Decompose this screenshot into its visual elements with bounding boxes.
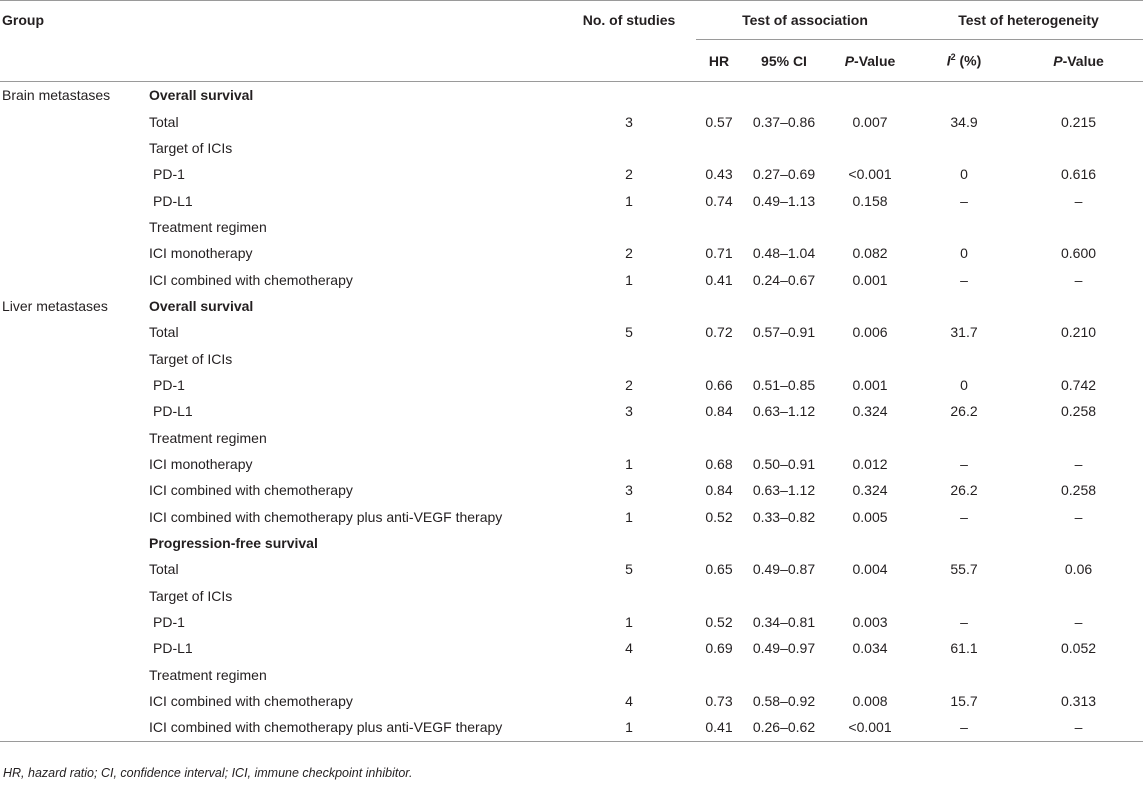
studies-cell: 1 <box>562 714 696 741</box>
hr-cell <box>696 135 742 161</box>
i2-cell <box>914 293 1014 319</box>
ci-cell: 0.63–1.12 <box>752 403 816 420</box>
hr-cell: 0.72 <box>705 324 733 341</box>
label-cell: Total <box>149 324 179 341</box>
p-value-cell <box>826 530 914 556</box>
ci-cell: 0.37–0.86 <box>752 113 816 130</box>
studies-cell: 3 <box>625 113 633 130</box>
ci-cell <box>742 135 826 161</box>
het-p-value-cell: – <box>1074 508 1083 525</box>
i2-cell <box>914 583 1014 609</box>
table-row <box>0 688 1143 714</box>
studies-cell: 1 <box>625 271 633 288</box>
table-footnote: HR, hazard ratio; CI, confidence interval; ICI, immune checkpoint inhibitor. <box>3 766 413 780</box>
association-header: Test of association <box>696 1 914 40</box>
studies-header: No. of studies <box>562 1 696 40</box>
i2-cell: 26.2 <box>950 482 978 499</box>
het-p-value-cell <box>1014 293 1143 319</box>
hr-cell: 0.43 <box>705 166 733 183</box>
hr-cell: 0.69 <box>705 640 733 657</box>
ci-cell: 0.48–1.04 <box>752 245 816 262</box>
het-p-value-cell: 0.06 <box>1064 561 1093 578</box>
i2-cell <box>914 135 1014 161</box>
table-row <box>0 714 1143 741</box>
hr-cell: 0.74 <box>705 192 733 209</box>
p-value-cell: 0.034 <box>852 640 888 657</box>
hr-cell: 0.73 <box>705 693 733 710</box>
group-cell <box>0 266 149 292</box>
label-cell: Total <box>149 113 179 130</box>
i2-cell: 0 <box>960 245 968 262</box>
p-value-cell: 0.001 <box>852 376 888 393</box>
p-value-cell <box>826 662 914 688</box>
group-cell: Liver metastases <box>2 297 108 314</box>
hr-cell <box>696 530 742 556</box>
hr-cell: 0.41 <box>696 714 742 741</box>
ci-cell <box>742 530 826 556</box>
het-p-value-cell: 0.258 <box>1061 403 1097 420</box>
het-p-value-cell <box>1014 583 1143 609</box>
i2-cell: – <box>914 714 1014 741</box>
het-p-value-cell <box>1014 530 1143 556</box>
i2-cell: 0 <box>960 376 968 393</box>
table-row <box>0 662 1143 688</box>
label-cell: ICI combined with chemotherapy <box>149 271 353 288</box>
p-value-cell <box>826 82 914 109</box>
label-cell: ICI combined with chemotherapy plus anti-VEGF therapy <box>149 508 503 525</box>
group-cell <box>0 451 149 477</box>
group-cell <box>0 635 149 661</box>
i2-cell <box>914 530 1014 556</box>
het-p-value-cell: 0.258 <box>1061 482 1097 499</box>
group-cell <box>0 662 149 688</box>
het-p-value-cell <box>1014 345 1143 371</box>
het-p-value-cell: – <box>1074 271 1083 288</box>
studies-cell: 4 <box>625 640 633 657</box>
group-cell <box>0 108 149 134</box>
table-row <box>0 398 1143 424</box>
studies-cell: 1 <box>625 508 633 525</box>
i2-cell: – <box>960 192 968 209</box>
group-cell <box>0 187 149 213</box>
studies-cell <box>562 214 696 240</box>
ci-cell: 0.27–0.69 <box>752 166 816 183</box>
p-value-cell: 0.008 <box>852 693 888 710</box>
het-p-value-cell: 0.313 <box>1061 693 1097 710</box>
ci-cell <box>742 345 826 371</box>
studies-cell: 5 <box>625 324 633 341</box>
studies-cell <box>562 424 696 450</box>
label-cell: Target of ICIs <box>149 139 233 156</box>
studies-cell: 3 <box>625 403 633 420</box>
table-row <box>0 556 1143 582</box>
group-cell <box>0 398 149 424</box>
het-p-value-cell <box>1014 424 1143 450</box>
studies-cell: 1 <box>625 455 633 472</box>
i2-header: $I^2$ (%) <box>914 40 1014 82</box>
p-value-cell: 0.001 <box>852 271 888 288</box>
hr-cell <box>696 345 742 371</box>
studies-cell <box>562 583 696 609</box>
i2-cell: 34.9 <box>950 113 978 130</box>
p-value-cell: 0.324 <box>852 403 888 420</box>
het-p-value-cell: – <box>1074 455 1083 472</box>
i2-cell: 31.7 <box>950 324 978 341</box>
table-row <box>0 372 1143 398</box>
table-row <box>0 583 1143 609</box>
label-cell: Overall survival <box>149 297 254 314</box>
hr-cell <box>696 82 742 109</box>
label-cell: PD-L1 <box>153 640 193 657</box>
header-row-1 <box>0 1 1143 40</box>
i2-cell: – <box>960 614 968 631</box>
het-p-value-cell: – <box>1074 614 1083 631</box>
ci-cell <box>742 214 826 240</box>
label-cell: ICI monotherapy <box>149 455 253 472</box>
group-cell <box>0 161 149 187</box>
table-row <box>0 82 1143 109</box>
studies-cell <box>562 293 696 319</box>
table-row <box>0 635 1143 661</box>
het-p-value-cell: – <box>1014 714 1143 741</box>
ci-cell: 0.49–0.97 <box>752 640 816 657</box>
i2-cell: 61.1 <box>950 640 978 657</box>
p-value-cell: <0.001 <box>826 714 914 741</box>
group-cell <box>0 556 149 582</box>
studies-cell: 1 <box>625 192 633 209</box>
hr-cell: 0.41 <box>705 271 733 288</box>
ci-cell: 0.33–0.82 <box>752 508 816 525</box>
table-row <box>0 240 1143 266</box>
studies-cell <box>562 345 696 371</box>
p-value-cell <box>826 424 914 450</box>
label-cell: Treatment regimen <box>149 429 267 446</box>
p-value-cell <box>826 214 914 240</box>
table-row <box>0 504 1143 530</box>
table-row <box>0 187 1143 213</box>
hr-cell <box>696 293 742 319</box>
group-header: Group <box>0 1 149 40</box>
i2-cell: 15.7 <box>950 693 978 710</box>
ci-cell <box>742 662 826 688</box>
group-cell <box>0 530 149 556</box>
label-cell: PD-L1 <box>153 403 193 420</box>
studies-cell: 2 <box>625 245 633 262</box>
ci-cell: 0.50–0.91 <box>752 455 816 472</box>
het-p-value-cell: 0.052 <box>1061 640 1097 657</box>
studies-cell <box>562 135 696 161</box>
label-cell: ICI combined with chemotherapy <box>149 482 353 499</box>
label-cell: Target of ICIs <box>149 587 233 604</box>
p-value-cell: 0.004 <box>852 561 888 578</box>
studies-cell: 2 <box>625 376 633 393</box>
p-value-cell <box>826 345 914 371</box>
ci-cell <box>742 424 826 450</box>
studies-cell: 1 <box>625 614 633 631</box>
ci-cell: 0.49–1.13 <box>752 192 816 209</box>
p-value-cell: 0.003 <box>852 614 888 631</box>
group-cell <box>0 583 149 609</box>
p-value-cell: 0.012 <box>852 455 888 472</box>
p-value-cell <box>826 135 914 161</box>
studies-cell <box>562 662 696 688</box>
het-p-value-cell: 0.742 <box>1061 376 1097 393</box>
studies-cell: 4 <box>625 693 633 710</box>
het-p-value-cell: 0.215 <box>1061 113 1097 130</box>
p-value-cell: <0.001 <box>848 166 892 183</box>
table-row <box>0 161 1143 187</box>
table-row <box>0 214 1143 240</box>
group-cell <box>0 424 149 450</box>
i2-cell: – <box>960 271 968 288</box>
table-row <box>0 293 1143 319</box>
het-p-value-cell: 0.616 <box>1061 166 1097 183</box>
group-cell <box>0 214 149 240</box>
het-p-value-cell <box>1014 135 1143 161</box>
label-cell: Total <box>149 561 179 578</box>
table-row <box>0 319 1143 345</box>
table-row <box>0 424 1143 450</box>
i2-cell <box>914 424 1014 450</box>
het-p-value-cell <box>1014 82 1143 109</box>
hr-cell <box>696 214 742 240</box>
table-row <box>0 530 1143 556</box>
studies-cell: 2 <box>625 166 633 183</box>
p-value-header: P-Value <box>826 40 914 82</box>
p-value-cell: 0.007 <box>852 113 888 130</box>
i2-cell: 55.7 <box>950 561 978 578</box>
ci-cell: 0.58–0.92 <box>752 693 816 710</box>
hr-cell <box>696 662 742 688</box>
hr-cell: 0.84 <box>705 482 733 499</box>
studies-cell <box>562 82 696 109</box>
p-value-cell: 0.006 <box>852 324 888 341</box>
ci-cell <box>742 293 826 319</box>
ci-cell <box>742 82 826 109</box>
ci-cell: 0.49–0.87 <box>752 561 816 578</box>
p-value-cell: 0.158 <box>852 192 888 209</box>
het-p-value-cell: 0.600 <box>1061 245 1097 262</box>
hr-cell: 0.52 <box>705 508 733 525</box>
group-cell <box>0 345 149 371</box>
i2-cell: – <box>960 508 968 525</box>
hr-cell: 0.66 <box>705 376 733 393</box>
group-cell: Brain metastases <box>2 87 111 104</box>
hr-cell: 0.57 <box>705 113 733 130</box>
label-cell: Overall survival <box>149 87 254 104</box>
ci-cell: 0.63–1.12 <box>752 482 816 499</box>
het-p-value-cell: 0.210 <box>1061 324 1097 341</box>
het-p-value-cell: – <box>1074 192 1083 209</box>
group-cell <box>0 714 149 741</box>
group-cell <box>0 609 149 635</box>
table-row <box>0 345 1143 371</box>
hr-cell <box>696 424 742 450</box>
hr-cell <box>696 583 742 609</box>
group-cell <box>0 688 149 714</box>
i2-cell <box>914 214 1014 240</box>
ci-cell: 0.57–0.91 <box>752 324 816 341</box>
p-value-cell <box>826 293 914 319</box>
ci-cell: 0.26–0.62 <box>742 714 826 741</box>
group-cell <box>0 372 149 398</box>
p-value-cell: 0.005 <box>852 508 888 525</box>
table-row <box>0 451 1143 477</box>
hr-cell: 0.71 <box>705 245 733 262</box>
ci-cell <box>742 583 826 609</box>
i2-cell <box>914 662 1014 688</box>
ci-cell: 0.24–0.67 <box>752 271 816 288</box>
label-cell: Treatment regimen <box>149 218 267 235</box>
label-cell: PD-1 <box>153 614 185 631</box>
ci-cell: 0.34–0.81 <box>752 614 816 631</box>
heterogeneity-header: Test of heterogeneity <box>914 1 1143 40</box>
ci-header: 95% CI <box>742 40 826 82</box>
group-cell <box>0 240 149 266</box>
table-row <box>0 266 1143 292</box>
het-p-value-cell <box>1014 662 1143 688</box>
p-value-cell: 0.082 <box>852 245 888 262</box>
hr-cell: 0.84 <box>705 403 733 420</box>
hr-cell: 0.65 <box>705 561 733 578</box>
label-cell: Treatment regimen <box>149 666 267 683</box>
table-row <box>0 477 1143 503</box>
label-cell: PD-1 <box>153 376 185 393</box>
i2-cell: 0 <box>960 166 968 183</box>
i2-cell <box>914 345 1014 371</box>
label-cell: ICI combined with chemotherapy plus anti-VEGF therapy <box>149 714 562 741</box>
group-cell <box>0 135 149 161</box>
table-body <box>0 82 1143 742</box>
studies-cell <box>562 530 696 556</box>
p-value-cell: 0.324 <box>852 482 888 499</box>
label-cell: Progression-free survival <box>149 535 318 552</box>
label-cell: Target of ICIs <box>149 350 233 367</box>
i2-cell <box>914 82 1014 109</box>
group-cell <box>0 319 149 345</box>
het-p-value-header: P-Value <box>1014 40 1143 82</box>
het-p-value-cell <box>1014 214 1143 240</box>
ci-cell: 0.51–0.85 <box>752 376 816 393</box>
studies-cell: 3 <box>625 482 633 499</box>
table-row <box>0 135 1143 161</box>
label-cell: ICI monotherapy <box>149 245 253 262</box>
p-value-cell <box>826 583 914 609</box>
studies-cell: 5 <box>625 561 633 578</box>
group-cell <box>0 504 149 530</box>
table-row <box>0 108 1143 134</box>
hr-cell: 0.68 <box>705 455 733 472</box>
label-cell: PD-L1 <box>153 192 193 209</box>
i2-cell: 26.2 <box>950 403 978 420</box>
header-row-2 <box>0 40 1143 82</box>
i2-cell: – <box>960 455 968 472</box>
hr-header: HR <box>696 40 742 82</box>
label-cell: PD-1 <box>153 166 185 183</box>
table-row <box>0 609 1143 635</box>
group-cell <box>0 477 149 503</box>
label-cell: ICI combined with chemotherapy <box>149 693 353 710</box>
hr-cell: 0.52 <box>705 614 733 631</box>
